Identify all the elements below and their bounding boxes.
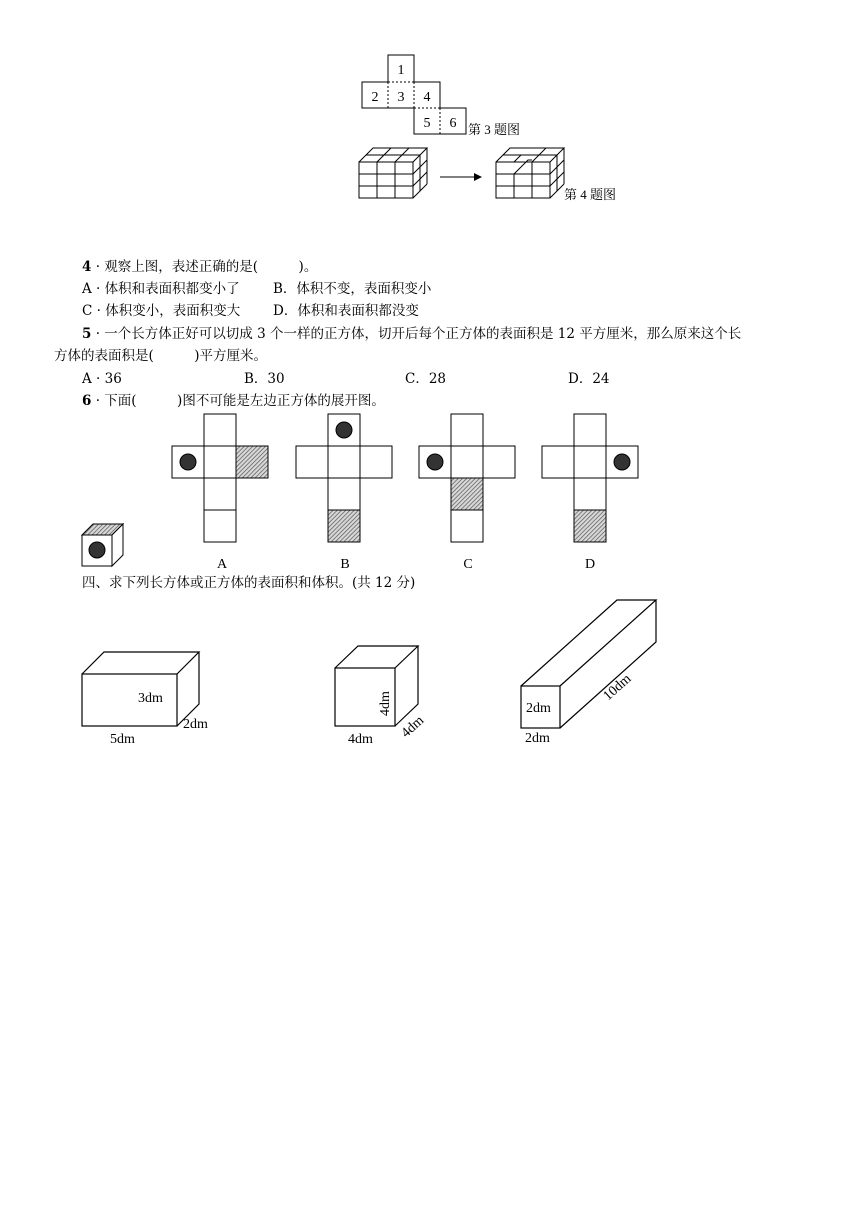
q6-figures: [0, 410, 860, 576]
section-4-heading: 四、求下列长方体或正方体的表面积和体积。(共 12 分): [82, 575, 416, 591]
figure-4-cube-blocks: [356, 146, 656, 206]
q5-option-c: C．28: [405, 371, 447, 387]
cube-2: [335, 646, 418, 726]
net-face-6: 6: [449, 116, 457, 131]
net-c: [419, 414, 515, 542]
q5-stem-line2: 方体的表面积是( )平方厘米。: [54, 348, 268, 364]
net-d-label: D: [584, 557, 596, 572]
prism-3-length: 10dm: [600, 671, 635, 704]
net-face-2: 2: [371, 90, 379, 105]
q6-stem-text: 下面( )图不可能是左边正方体的展开图。: [104, 393, 385, 409]
net-face-4: 4: [423, 90, 431, 105]
prism-3-bottom: 2dm: [525, 731, 550, 746]
q4-number: 4: [82, 259, 92, 275]
q6-stem: 6 · 下面( )图不可能是左边正方体的展开图。: [82, 393, 385, 409]
section-4-solids: [0, 596, 860, 756]
cuboid-1-length: 5dm: [110, 732, 135, 747]
cube-2-depth: 4dm: [398, 713, 428, 741]
net-a-label: A: [216, 557, 228, 572]
net-a: [172, 414, 268, 542]
q4-stem-text: 观察上图，表述正确的是( )。: [104, 259, 318, 275]
q5-number: 5: [82, 326, 92, 342]
q4-option-a: A · 体积和表面积都变小了: [82, 281, 240, 297]
cuboid-1: [82, 652, 199, 726]
net-d: [542, 414, 638, 542]
q4-option-b: B．体积不变，表面积变小: [273, 281, 432, 297]
q4-option-c: C · 体积变小，表面积变大: [82, 303, 241, 319]
q5-stem-line1: 5 · 一个长方体正好可以切成 3 个一样的正方体，切开后每个正方体的表面积是 12 平方厘米，那么原来这个长: [82, 326, 742, 342]
prism-3-front: 2dm: [526, 701, 551, 716]
q5-option-b: B．30: [244, 371, 285, 387]
q5-option-d: D．24: [568, 371, 610, 387]
net-face-5: 5: [423, 116, 431, 131]
q6-number: 6: [82, 393, 92, 409]
net-c-label: C: [463, 557, 473, 572]
net-face-1: 1: [397, 63, 405, 78]
q5-stem-text: 一个长方体正好可以切成 3 个一样的正方体，切开后每个正方体的表面积是 12 平方厘米，那么原来这个长: [104, 326, 742, 342]
q5-option-a: A · 36: [82, 371, 122, 387]
cube-2-length: 4dm: [348, 732, 373, 747]
figure-3-cube-net: [360, 54, 560, 138]
cuboid-1-height: 3dm: [138, 691, 163, 706]
q4-stem: 4 · 观察上图，表述正确的是( )。: [82, 259, 318, 275]
cube-2-height: 4dm: [378, 691, 393, 716]
net-b: [296, 414, 392, 542]
q4-option-d: D．体积和表面积都没变: [273, 303, 419, 319]
cuboid-1-depth: 2dm: [183, 717, 208, 732]
net-b-label: B: [340, 557, 350, 572]
figure-3-caption: 第 3 题图: [468, 122, 521, 137]
net-face-3: 3: [397, 90, 405, 105]
figure-4-caption: 第 4 题图: [564, 187, 617, 202]
reference-cube: [82, 524, 123, 566]
